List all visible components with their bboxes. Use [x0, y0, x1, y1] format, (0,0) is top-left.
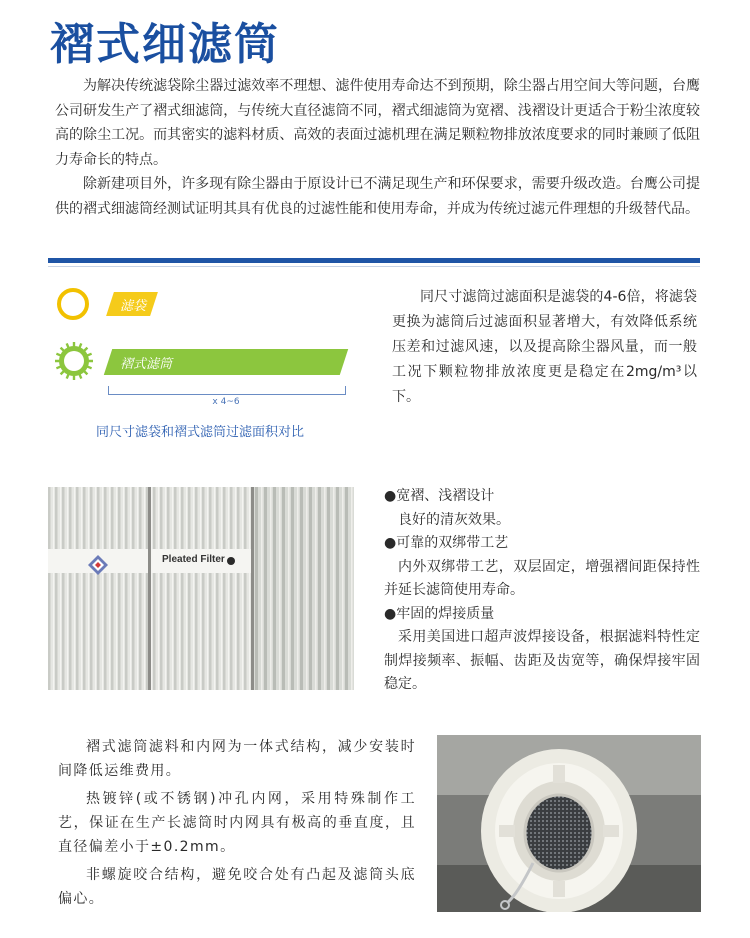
pleated-filter-photo: [48, 487, 354, 690]
comparison-description: [392, 285, 697, 410]
intro-paragraph: 除新建项目外，许多现有除尘器由于原设计已不满足现生产和环保要求，需要升级改造。台鹰公司提供的褶式细滤筒经测试证明其具有优良的过滤性能和使用寿命，并成为传统过滤元件理想的升级替代品。: [55, 176, 700, 217]
comparison-description-text: 同尺寸滤筒过滤面积是滤袋的4-6倍，将滤袋更换为滤筒后过滤面积显著增大，有效降低系统压差和过滤风速，以及提高除尘器风量，而一般工况下颗粒物排放浓度更是稳定在2mg/m³以下。: [392, 289, 697, 405]
structure-paragraph: 褶式滤筒滤料和内网为一体式结构，减少安装时间降低运维费用。: [58, 739, 416, 779]
intro-text: [55, 74, 700, 221]
filter-end-cap-image: [437, 735, 701, 912]
page-title: 褶式细滤筒: [50, 19, 280, 70]
pleated-filter-label: 褶式滤筒: [120, 357, 173, 372]
comparison-caption: 同尺寸滤袋和褶式滤筒过滤面积对比: [96, 425, 305, 440]
feature-title: ●宽褶、浅褶设计: [384, 488, 495, 504]
feature-body: 采用美国进口超声波焊接设备，根据滤料特性定制焊接频率、振幅、齿距及齿宽等，确保焊接牢固稳定。: [384, 629, 700, 692]
intro-paragraph: 为解决传统滤袋除尘器过滤效率不理想、滤件使用寿命达不到预期，除尘器占用空间大等问题，台鹰公司研发生产了褶式细滤筒，与传统大直径滤筒不同，褶式细滤筒为宽褶、浅褶设计更适合于粉尘浓度较高的除尘工况。而其密实的滤料材质、高效的表面过滤机理在满足颗粒物排放浓度要求的同时兼顾了低阻力寿命长的特点。: [55, 78, 700, 168]
structure-description: [58, 735, 416, 915]
pleated-filter-photo-image: [48, 487, 354, 690]
feature-title: ●牢固的焊接质量: [384, 605, 495, 622]
feature-list: [384, 485, 700, 697]
structure-paragraph: 热镀锌(或不锈钢)冲孔内网，采用特殊制作工艺，保证在生产长滤筒时内网具有极高的垂直度，且直径偏差小于±0.2mm。: [58, 791, 416, 855]
filter-bag-circle-icon: [57, 288, 89, 320]
filter-band-text: Pleated Filter: [162, 554, 225, 565]
ratio-label: x 4~6: [212, 397, 240, 407]
section-divider: [48, 258, 700, 263]
feature-title: ●可靠的双绑带工艺: [384, 535, 509, 551]
feature-body: 内外双绑带工艺，双层固定，增强褶间距保持性并延长滤筒使用寿命。: [384, 558, 700, 598]
structure-paragraph: 非螺旋咬合结构，避免咬合处有凸起及滤筒头底偏心。: [58, 867, 416, 907]
feature-body: 良好的清灰效果。: [398, 511, 510, 528]
pleated-filter-gear-icon: [54, 341, 94, 381]
filter-end-cap-photo: [437, 735, 701, 912]
section-divider-thin: [48, 266, 700, 267]
comparison-bracket: [108, 386, 346, 395]
area-comparison-graphic: [48, 285, 368, 445]
filter-bag-label: 滤袋: [120, 299, 147, 314]
